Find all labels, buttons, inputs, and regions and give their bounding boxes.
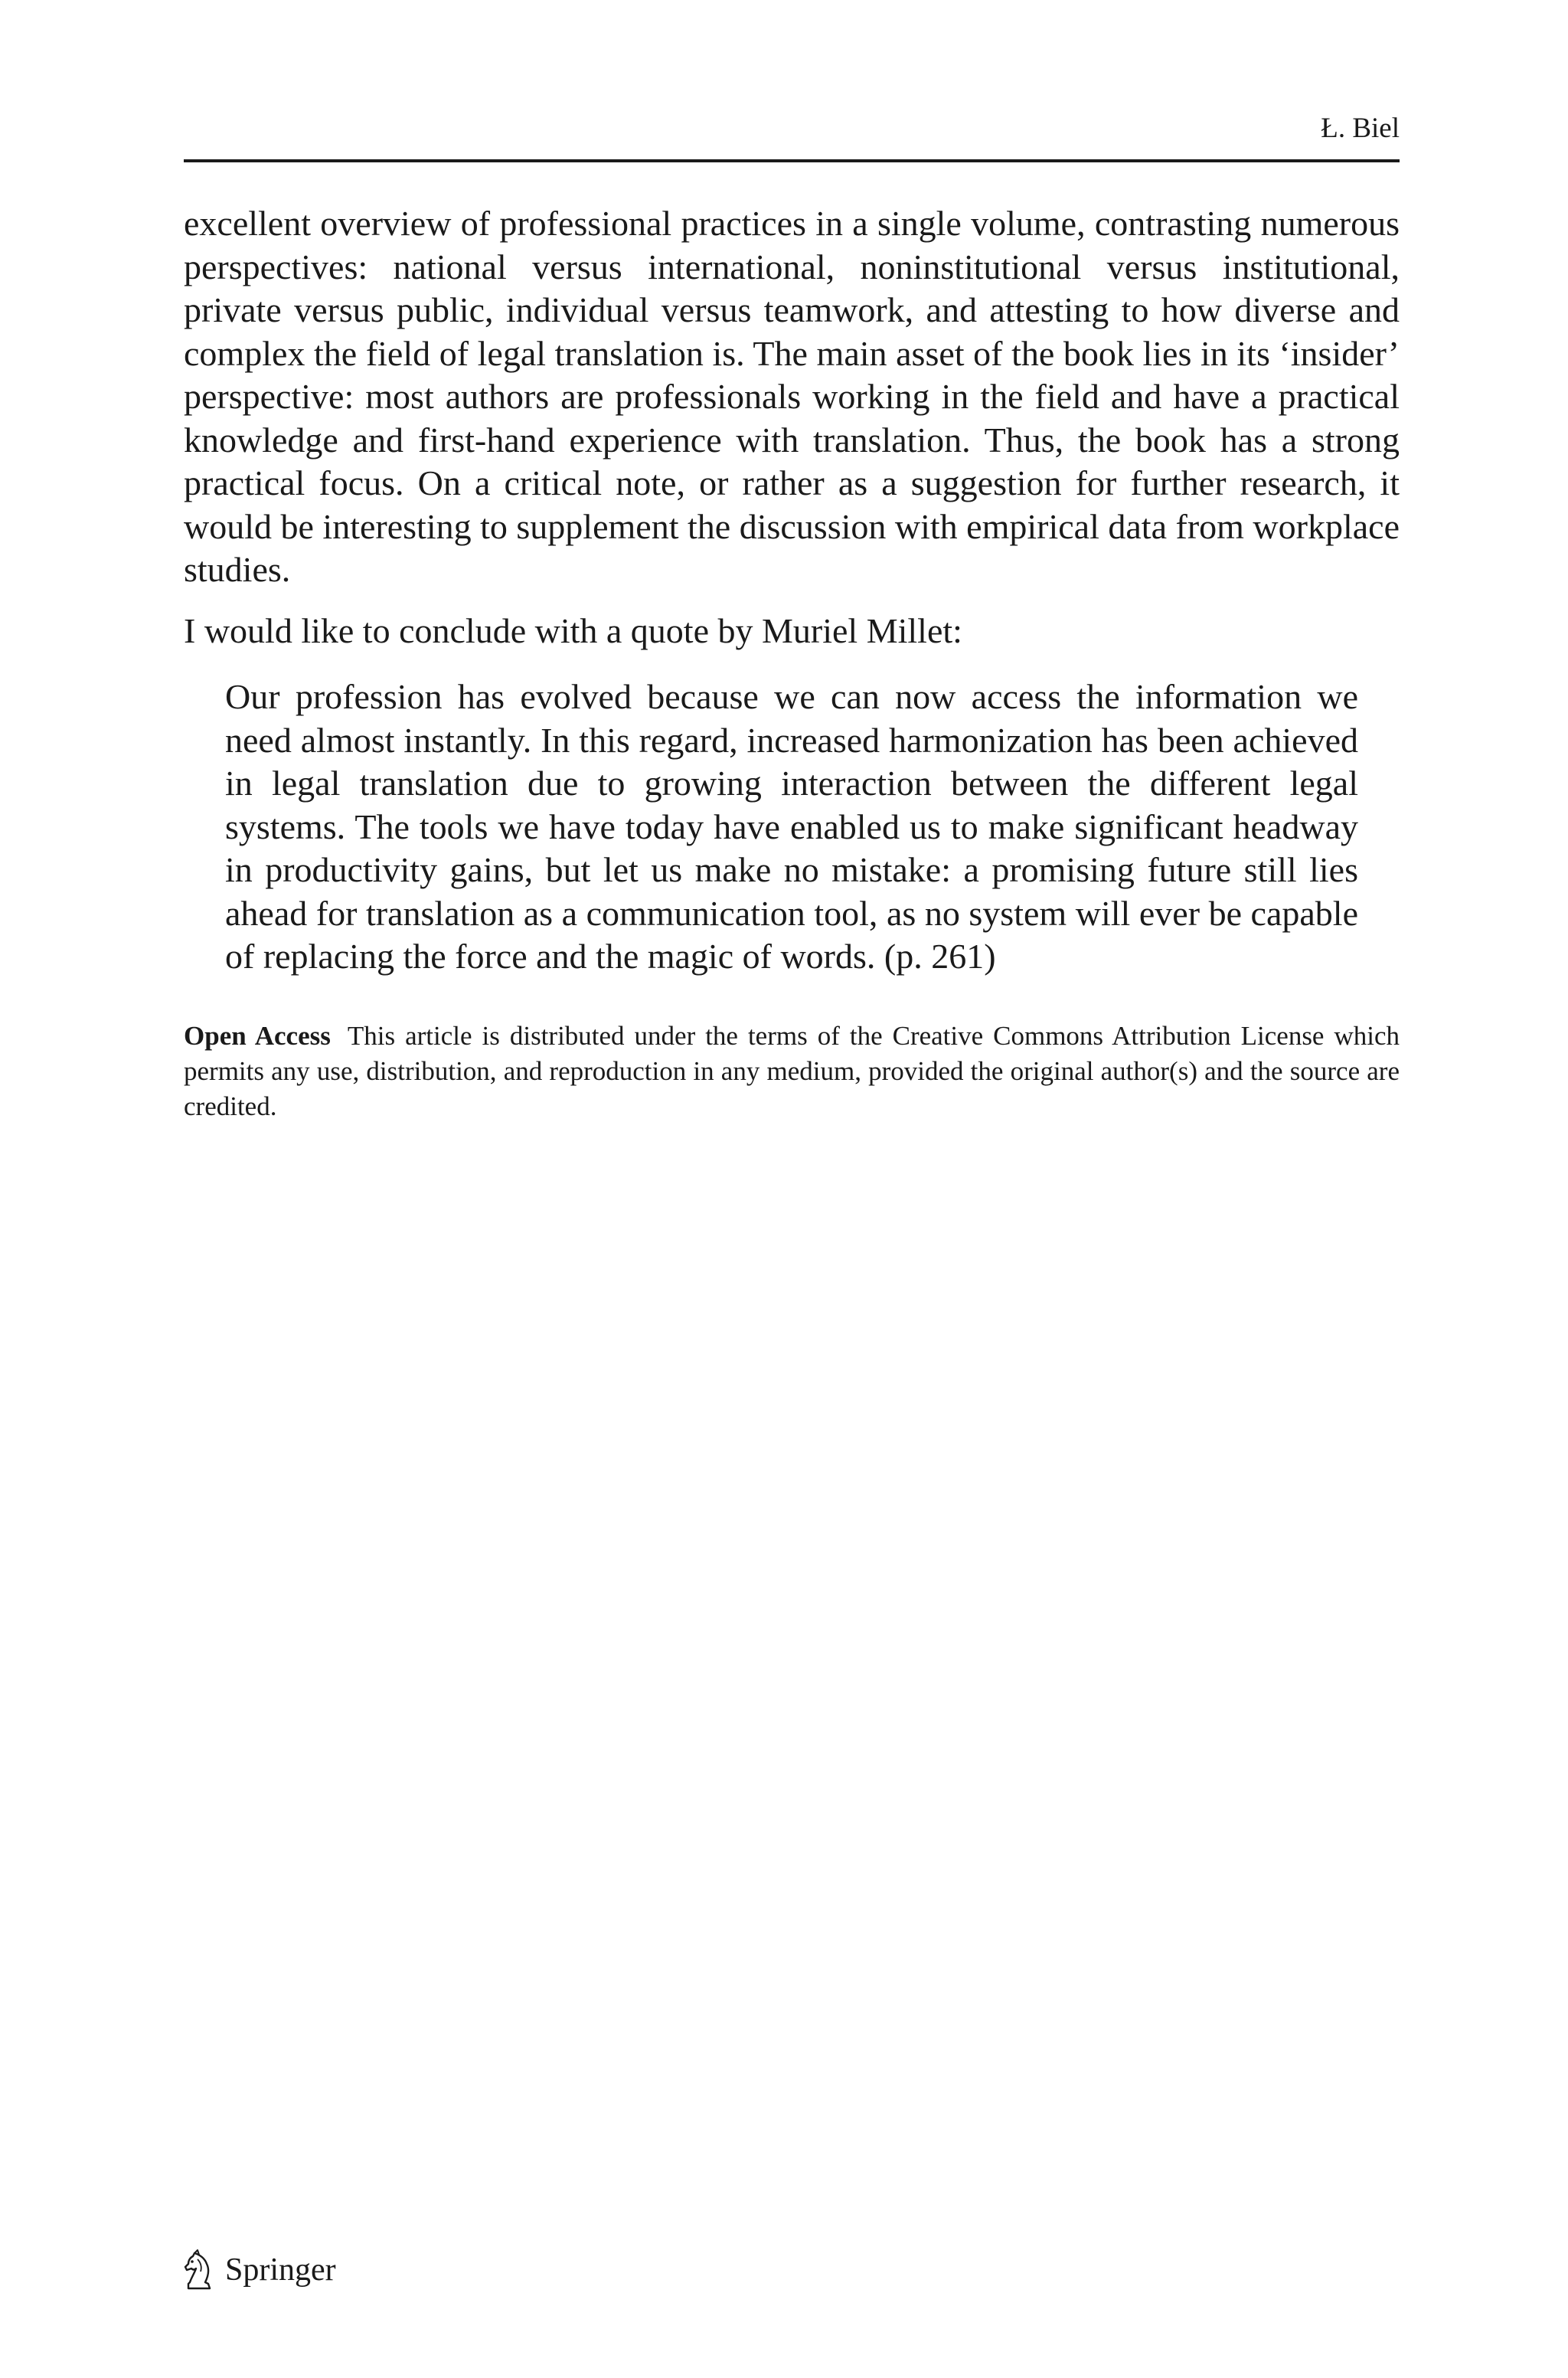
header-rule [184, 159, 1400, 162]
publisher-name: Springer [225, 2252, 336, 2288]
open-access-label: Open Access [184, 1021, 331, 1051]
springer-knight-icon [182, 2249, 216, 2291]
body-paragraph-2: I would like to conclude with a quote by Muriel Millet: [184, 611, 962, 650]
open-access-notice [184, 1019, 1400, 1124]
open-access-text: This article is distributed under the terms of the Creative Commons Attribution License which permits any use, distribution, and reproduction in any medium, provided the original author(s) and the source are credited. [184, 1021, 1400, 1121]
body-paragraph-1: excellent overview of professional practices in a single volume, contrasting numerous perspectives: national versus international, noninstitutional versus institutional, private versus public, individual versus teamwork, and attesting to how diverse and complex the field of legal translation is. The main asset of the book lies in its ‘insider’ perspective: most authors are professionals working in the field and have a practical knowledge and first-hand experience with translation. Thus, the book has a strong practical focus. On a critical note, or rather as a suggestion for further research, it would be interesting to supplement the discussion with empirical data from workplace studies. [184, 204, 1400, 589]
running-head-author: Ł. Biel [1321, 113, 1400, 144]
publisher-logo [182, 2247, 336, 2293]
block-quote: Our profession has evolved because we can now access the information we need almost instantly. In this regard, increased harmonization has been achieved in legal translation due to growing interaction between the different legal systems. The tools we have today have enabled us to make significant headway in productivity gains, but let us make no mistake: a promising future still lies ahead for translation as a communication tool, as no system will ever be capable of replacing the force and the magic of words. (p. 261) [225, 677, 1358, 976]
